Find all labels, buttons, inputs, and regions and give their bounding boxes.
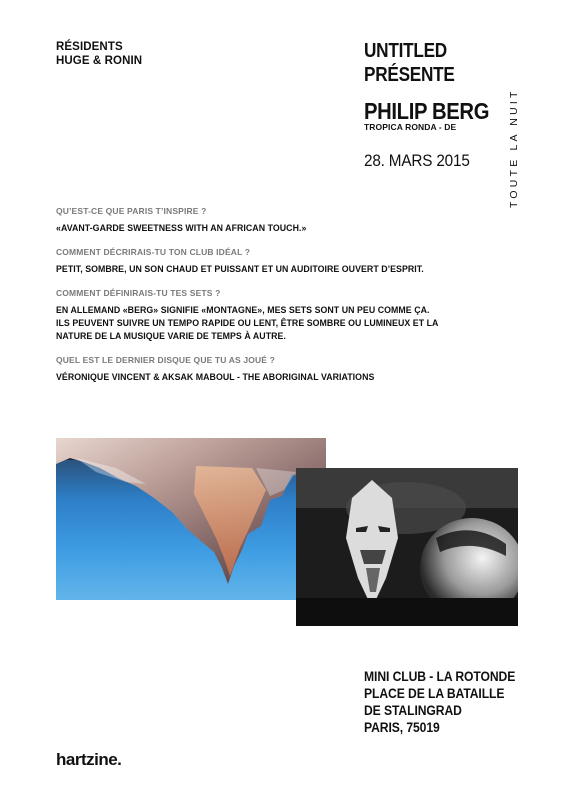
qa-item xyxy=(56,355,496,384)
artist-name: PHILIP BERG xyxy=(364,98,490,124)
qa-item xyxy=(56,206,496,235)
question: COMMENT DÉCRIRAIS-TU TON CLUB IDÉAL ? xyxy=(56,247,251,257)
presenter-name: UNTITLED xyxy=(364,40,447,62)
headline-block xyxy=(364,39,506,171)
mountain-photo xyxy=(56,438,326,600)
question: COMMENT DÉFINIRAIS-TU TES SETS ? xyxy=(56,288,221,298)
answer-line: EN ALLEMAND «BERG» SIGNIFIE «MONTAGNE», MES SETS SONT UN PEU COMME ÇA. xyxy=(56,305,430,315)
mountain-photo-art xyxy=(56,438,326,600)
answer xyxy=(56,263,496,276)
question: QUEL EST LE DERNIER DISQUE QUE TU AS JOUÉ ? xyxy=(56,355,275,365)
venue-name: MINI CLUB - LA ROTONDE xyxy=(364,669,516,684)
answer xyxy=(56,222,496,235)
residents-label: RÉSIDENTS xyxy=(56,41,123,53)
qa-item xyxy=(56,288,496,343)
answer-line: ILS PEUVENT SUIVRE UN TEMPO RAPIDE OU LENT, ÊTRE SOMBRE OU LUMINEUX ET LA xyxy=(56,318,439,328)
interview xyxy=(56,206,496,396)
mask-photo-art xyxy=(296,468,518,626)
hartzine-logo: hartzine. xyxy=(56,750,122,769)
answer-line: NATURE DE LA MUSIQUE VARIE DE TEMPS À AUTRE. xyxy=(56,331,286,341)
qa-item xyxy=(56,247,496,276)
event-date: 28. MARS 2015 xyxy=(364,151,470,170)
venue-street-cont: DE STALINGRAD xyxy=(364,703,462,718)
answer xyxy=(56,371,496,384)
vertical-tagline: TOUTE LA NUIT xyxy=(508,88,520,208)
mask-photo xyxy=(296,468,518,626)
answer-line: PETIT, SOMBRE, UN SON CHAUD ET PUISSANT ET UN AUDITOIRE OUVERT D’ESPRIT. xyxy=(56,264,424,274)
residents-names: HUGE & RONIN xyxy=(56,55,143,67)
question: QU’EST-CE QUE PARIS T’INSPIRE ? xyxy=(56,206,207,216)
venue-street: PLACE DE LA BATAILLE xyxy=(364,686,505,701)
answer-line: VÉRONIQUE VINCENT & AKSAK MABOUL - THE ABORIGINAL VARIATIONS xyxy=(56,372,375,382)
answer-line: «AVANT-GARDE SWEETNESS WITH AN AFRICAN TOUCH.» xyxy=(56,223,307,233)
venue-address xyxy=(364,668,532,736)
presents-label: PRÉSENTE xyxy=(364,64,455,86)
residents-block xyxy=(56,40,142,68)
artist-label: TROPICA RONDA - DE xyxy=(364,122,457,132)
answer xyxy=(56,304,496,343)
venue-city: PARIS, 75019 xyxy=(364,720,440,735)
